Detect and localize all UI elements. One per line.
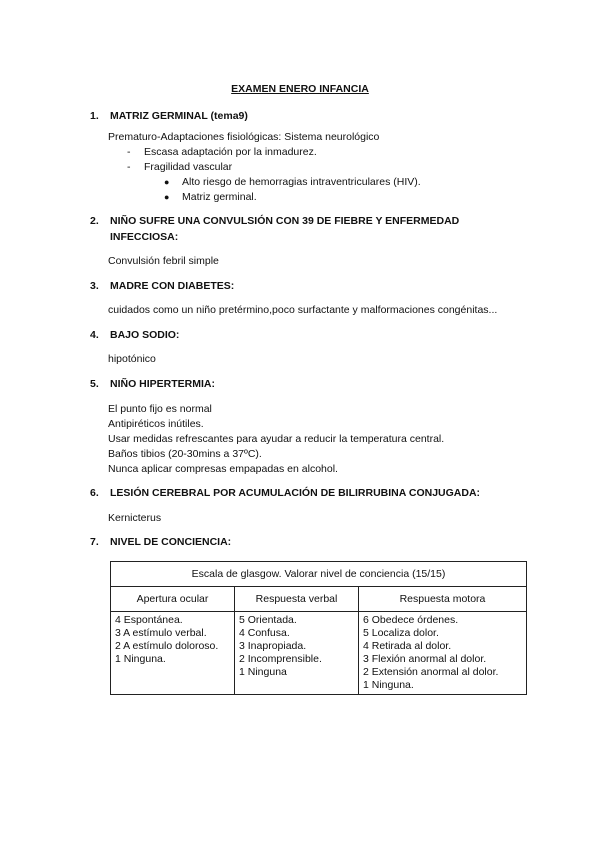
section-6-heading [90, 485, 530, 501]
header-verbal: Respuesta verbal [235, 587, 359, 612]
header-ocular: Apertura ocular [111, 587, 235, 612]
motora-item: 2 Extensión anormal al dolor. [363, 666, 499, 678]
s1-bullet-item: Matriz germinal. [182, 191, 257, 203]
section-number: 5. [90, 378, 99, 390]
verbal-item: 3 Inapropiada. [239, 640, 307, 652]
s5-line: Usar medidas refrescantes para ayudar a reducir la temperatura central. [108, 433, 445, 445]
s1-dash-item: Fragilidad vascular [144, 161, 233, 173]
section-title: LESIÓN CEREBRAL POR ACUMULACIÓN DE BILIRRUBINA CONJUGADA: [110, 487, 481, 499]
motora-item: 4 Retirada al dolor. [363, 640, 452, 652]
bullet-icon: ● [164, 192, 170, 202]
section-title: MADRE CON DIABETES: [110, 280, 235, 292]
s5-line: Nunca aplicar compresas empapadas en alcohol. [108, 463, 338, 475]
s1-intro: Prematuro-Adaptaciones fisiológicas: Sistema neurológico [108, 131, 380, 143]
ocular-item: 2 A estímulo doloroso. [115, 640, 219, 652]
section-number: 4. [90, 329, 99, 341]
ocular-item: 4 Espontánea. [115, 614, 183, 626]
s1-bullet-item: Alto riesgo de hemorragias intraventriculares (HIV). [182, 176, 421, 188]
motora-item: 1 Ninguna. [363, 679, 414, 691]
section-title: NIÑO SUFRE UNA CONVULSIÓN CON 39 DE FIEBRE Y ENFERMEDAD INFECCIOSA: [110, 215, 460, 243]
section-title: NIÑO HIPERTERMIA: [110, 378, 215, 390]
section-3-heading [90, 278, 530, 294]
section-title: BAJO SODIO: [110, 329, 180, 341]
bullet-icon: ● [164, 177, 170, 187]
motora-item: 6 Obedece órdenes. [363, 614, 459, 626]
section-7-heading [90, 534, 530, 550]
section-1-heading [90, 108, 530, 124]
verbal-cell [235, 612, 359, 695]
glasgow-table [110, 561, 527, 695]
section-2-heading [90, 213, 530, 245]
section-number: 1. [90, 110, 99, 122]
motora-item: 5 Localiza dolor. [363, 627, 439, 639]
dash-marker: - [127, 161, 131, 173]
section-title: NIVEL DE CONCIENCIA: [110, 536, 232, 548]
document-title: EXAMEN ENERO INFANCIA [231, 83, 369, 95]
verbal-item: 4 Confusa. [239, 627, 290, 639]
section-title: MATRIZ GERMINAL (tema9) [110, 110, 248, 122]
verbal-item: 5 Orientada. [239, 614, 297, 626]
s3-text: cuidados como un niño pretérmino,poco surfactante y malformaciones congénitas... [108, 304, 498, 316]
header-motora: Respuesta motora [359, 587, 527, 612]
section-number: 3. [90, 280, 99, 292]
section-5-heading [90, 376, 530, 392]
glasgow-caption: Escala de glasgow. Valorar nivel de conciencia (15/15) [111, 562, 527, 587]
motora-item: 3 Flexión anormal al dolor. [363, 653, 487, 665]
section-4-heading [90, 327, 530, 343]
s5-line: Antipiréticos inútiles. [108, 418, 204, 430]
dash-marker: - [127, 146, 131, 158]
motora-cell [359, 612, 527, 695]
s4-text: hipotónico [108, 353, 156, 365]
verbal-item: 1 Ninguna [239, 666, 287, 678]
verbal-item: 2 Incomprensible. [239, 653, 322, 665]
section-number: 6. [90, 487, 99, 499]
s1-dash-item: Escasa adaptación por la inmadurez. [144, 146, 317, 158]
section-number: 7. [90, 536, 99, 548]
ocular-cell [111, 612, 235, 695]
s6-text: Kernicterus [108, 512, 162, 524]
ocular-item: 3 A estímulo verbal. [115, 627, 207, 639]
s5-line: Baños tibios (20-30mins a 37ºC). [108, 448, 262, 460]
ocular-item: 1 Ninguna. [115, 653, 166, 665]
s2-text: Convulsión febril simple [108, 255, 219, 267]
section-number: 2. [90, 215, 99, 227]
s5-line: El punto fijo es normal [108, 403, 212, 415]
